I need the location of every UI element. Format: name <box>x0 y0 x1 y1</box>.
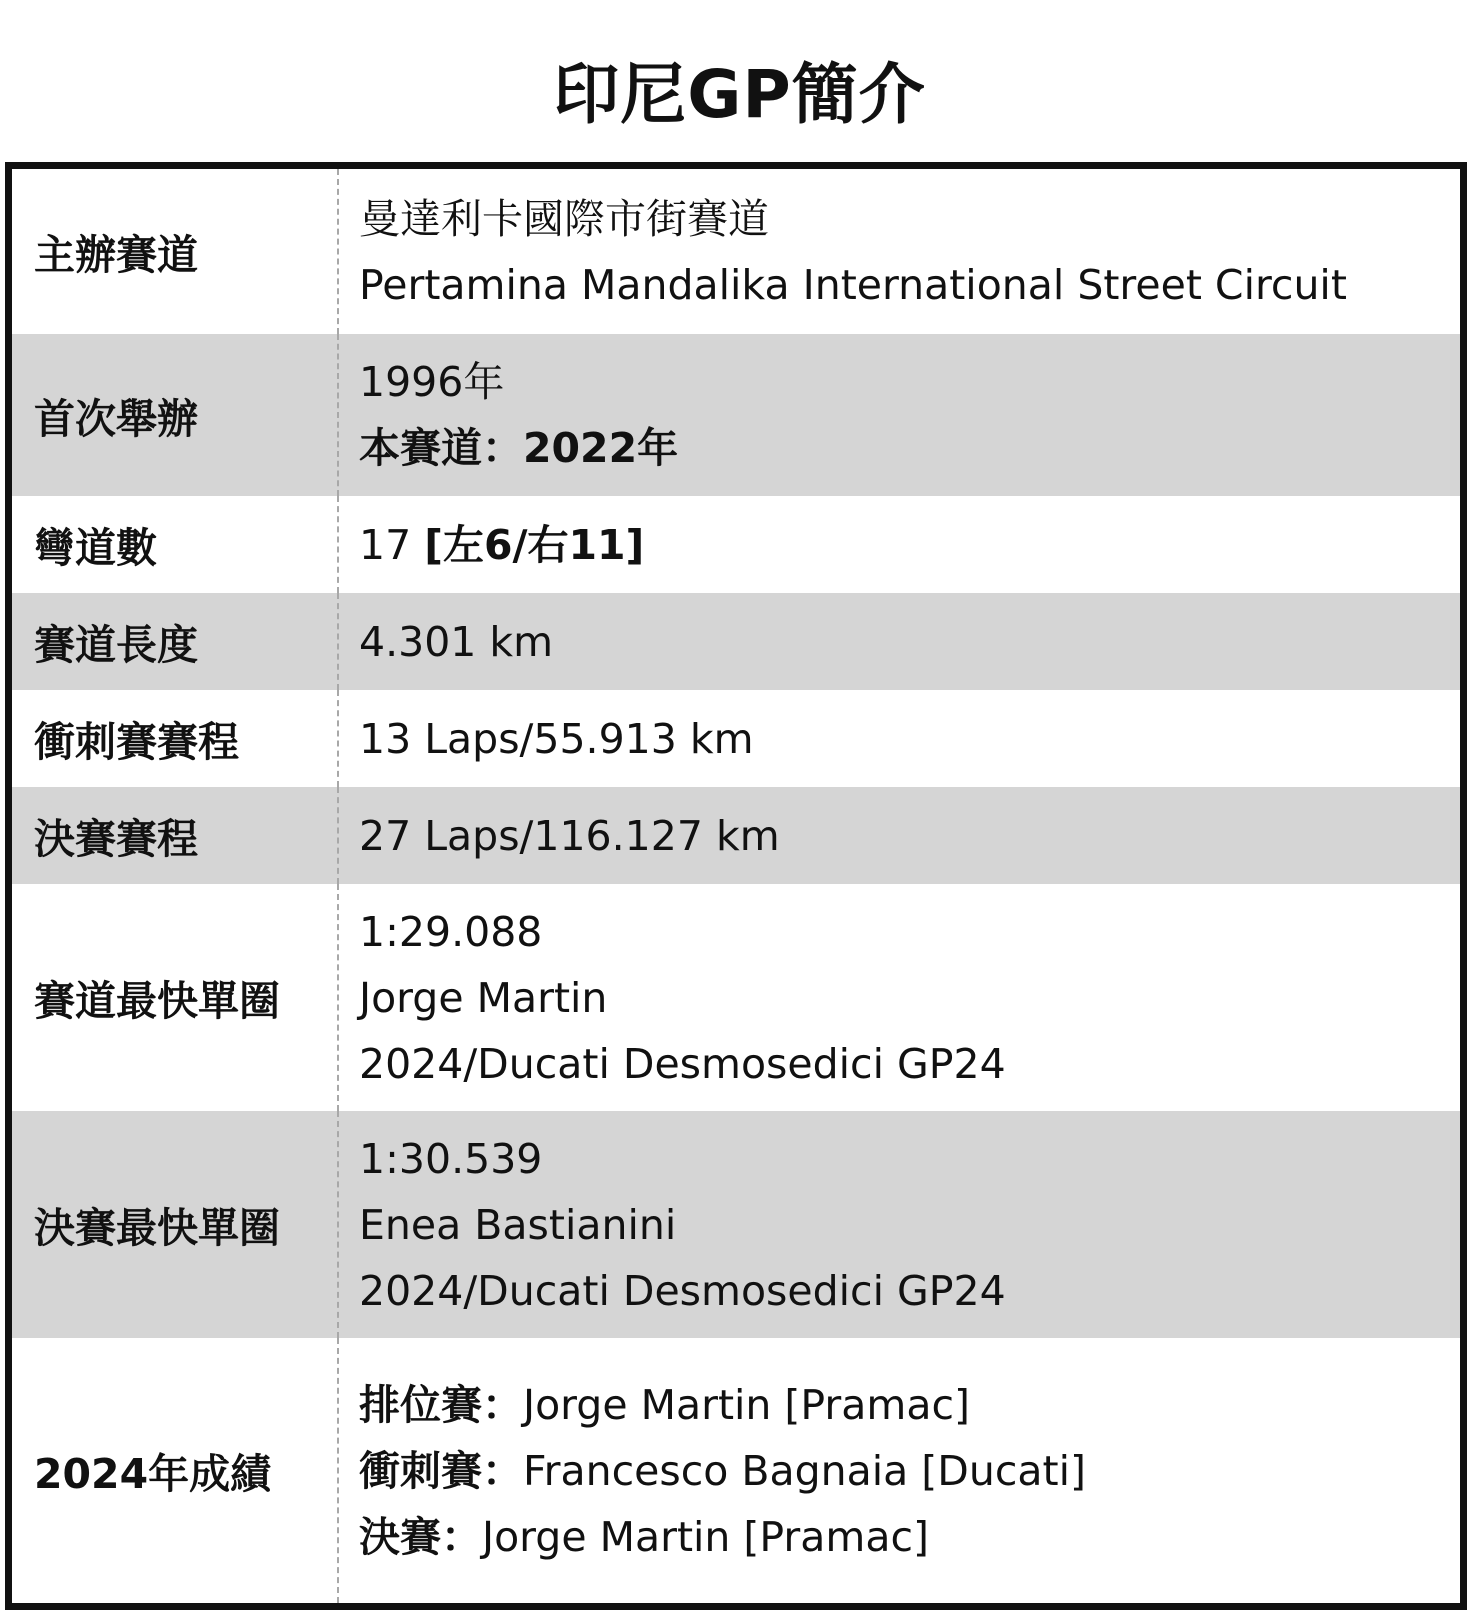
result-session: 排位賽： <box>359 1380 523 1429</box>
result-sprint <box>359 1438 1460 1504</box>
race-fastest-time: 1:30.539 <box>359 1134 543 1183</box>
row-value-race-distance <box>339 787 1460 884</box>
first-held-year: 1996年 <box>359 358 505 406</box>
result-session: 衝刺賽： <box>359 1446 523 1495</box>
race-fastest-rider: Enea Bastianini <box>359 1200 677 1249</box>
row-label-race-fastest-lap: 決賽最快單圈 <box>12 1111 339 1338</box>
table-row-corners <box>12 496 1460 593</box>
table-row-race-distance <box>12 787 1460 884</box>
result-session: 決賽： <box>359 1512 482 1561</box>
row-label-lap-record: 賽道最快單圈 <box>12 884 339 1111</box>
table-row-track-length <box>12 593 1460 690</box>
circuit-name-en: Pertamina Mandalika International Street Circuit <box>359 260 1347 309</box>
result-race <box>359 1504 1460 1570</box>
row-label-host-circuit: 主辦賽道 <box>12 169 339 334</box>
row-value-corners <box>339 496 1460 593</box>
table-row-first-held <box>12 334 1460 496</box>
lap-record-rider: Jorge Martin <box>359 973 608 1022</box>
table-row-host-circuit <box>12 169 1460 334</box>
row-value-track-length <box>339 593 1460 690</box>
row-value-host-circuit <box>339 169 1460 334</box>
row-label-2024-results: 2024年成績 <box>12 1338 339 1603</box>
circuit-name-zh: 曼達利卡國際市街賽道 <box>359 194 769 243</box>
corner-count: 17 <box>359 520 412 569</box>
result-rider: Jorge Martin [Pramac] <box>482 1512 930 1561</box>
corners-line <box>359 512 1460 578</box>
row-label-first-held: 首次舉辦 <box>12 334 339 496</box>
table-row-lap-record <box>12 884 1460 1111</box>
row-value-race-fastest-lap <box>339 1111 1460 1338</box>
table-row-2024-results <box>12 1338 1460 1603</box>
page-title: 印尼GP簡介 <box>553 56 926 133</box>
row-value-first-held <box>339 334 1460 496</box>
race-fastest-bike: 2024/Ducati Desmosedici GP24 <box>359 1266 1006 1315</box>
this-circuit-year: 2022年 <box>523 424 679 472</box>
row-label-track-length: 賽道長度 <box>12 593 339 690</box>
row-value-lap-record <box>339 884 1460 1111</box>
first-held-this-circuit <box>359 415 1460 481</box>
row-value-2024-results <box>339 1338 1460 1603</box>
result-qualifying <box>359 1372 1460 1438</box>
lap-record-bike: 2024/Ducati Desmosedici GP24 <box>359 1039 1006 1088</box>
row-label-race-distance: 決賽賽程 <box>12 787 339 884</box>
info-table <box>5 162 1467 1610</box>
lap-record-time: 1:29.088 <box>359 907 543 956</box>
race-distance-value: 27 Laps/116.127 km <box>359 811 780 860</box>
corner-detail: [左6/右11] <box>424 520 645 569</box>
table-row-sprint-distance <box>12 690 1460 787</box>
row-label-sprint-distance: 衝刺賽賽程 <box>12 690 339 787</box>
result-rider: Jorge Martin [Pramac] <box>523 1380 971 1429</box>
sprint-distance-value: 13 Laps/55.913 km <box>359 714 754 763</box>
row-value-sprint-distance <box>339 690 1460 787</box>
track-length-value: 4.301 km <box>359 617 554 666</box>
result-rider: Francesco Bagnaia [Ducati] <box>523 1446 1086 1495</box>
row-label-corners: 彎道數 <box>12 496 339 593</box>
this-circuit-prefix: 本賽道： <box>359 424 523 472</box>
table-row-race-fastest-lap <box>12 1111 1460 1338</box>
